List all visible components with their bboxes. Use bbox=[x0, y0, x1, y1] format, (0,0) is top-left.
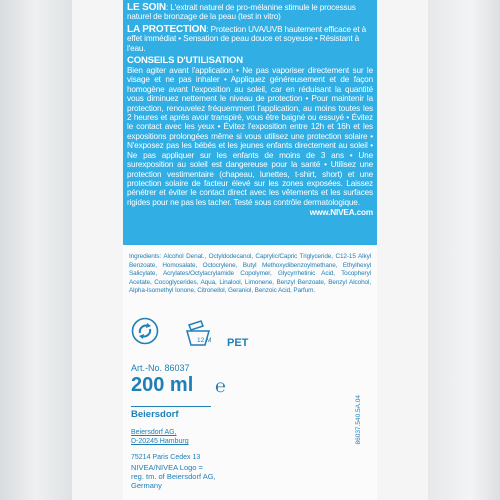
right-packaging-edge bbox=[428, 0, 500, 500]
address-line-1: Beiersdorf AG, bbox=[131, 429, 177, 436]
address-line-2: D-20245 Hamburg bbox=[131, 438, 189, 445]
brand-name: Beiersdorf bbox=[131, 409, 179, 420]
protection-title: LA PROTECTION bbox=[127, 23, 207, 35]
article-number: Art.-No. 86037 bbox=[131, 363, 190, 373]
soin-paragraph bbox=[127, 3, 373, 22]
soin-text: : L'extrait naturel de pro-mélanine stimule le processus naturel de bronzage de la peau (test in vitro) bbox=[127, 3, 356, 22]
white-info-panel bbox=[123, 245, 377, 500]
estimated-sign-icon: ℮ bbox=[215, 376, 226, 396]
ingredients-list: Ingredients: Alcohol Denat., Octyldodecanol, Caprylic/Capric Triglyceride, C12-15 Alkyl Benzoate, Homosalate, Octocrylene, Butyl Methoxydibenzoylmethane, Ethylhexyl Salicylate, Acrylates/Octylacrylamide Copolymer, Glycyrrhetinic Acid, Tocopheryl Acetate, Cocoglycerides, Aqua, Linalool, Limonene, Benzyl Benzoate, Benzyl Alcohol, Alpha-Isomethyl Ionone, Citronellol, Geraniol, Benzoic Acid, Parfum. bbox=[129, 253, 371, 295]
website-link[interactable]: www.NIVEA.com bbox=[309, 208, 373, 218]
soin-title: LE SOIN bbox=[127, 2, 166, 13]
pao-label: 12 M bbox=[197, 337, 212, 344]
address-block bbox=[131, 428, 189, 446]
batch-code: 86037.540.5A.04 bbox=[355, 395, 362, 445]
left-packaging-edge bbox=[0, 0, 72, 500]
notice-line-2: reg. tm. of Beiersdorf AG, bbox=[131, 472, 216, 481]
conseils-title: CONSEILS D'UTILISATION bbox=[127, 55, 243, 67]
product-label bbox=[123, 0, 377, 500]
address-line-3: 75214 Paris Cedex 13 bbox=[131, 454, 201, 461]
open-jar-icon bbox=[183, 317, 215, 349]
material-label: PET bbox=[227, 337, 249, 349]
protection-paragraph bbox=[127, 25, 373, 53]
notice-line-1: NIVEA/NIVEA Logo = bbox=[131, 463, 203, 472]
trademark-notice bbox=[131, 463, 216, 490]
volume: 200 ml bbox=[131, 374, 194, 396]
blue-info-panel bbox=[123, 0, 377, 245]
conseils-text: Bien agiter avant l'application • Ne pas vaporiser directement sur le visage et ne pas inhaler • Appliquez généreusement et de façon homogène avant l'exposition au soleil, car en réduisant la quantité vous diminuez nettement le niveau de protection • Pour maintenir la protection, renouvelez fréquemment l'application, au moins toutes les 2 heures et après avoir transpiré, vous être baigné ou essuyé • Évitez le contact avec les yeux • Évitez l'exposition entre 12h et 16h et les expositions prolongées même si vous utilisez une protection solaire • N'exposez pas les bébés et les jeunes enfants directement au soleil • Ne pas appliquer sur les enfants de moins de 3 ans • Une surexposition au soleil est dangereuse pour la santé • Utilisez une protection vestimentaire (chapeau, lunettes, t-shirt, short) et une protection solaire de facteur élevé sur les zones exposées. Laissez pénétrer et éviter le contact direct avec les vêtements et les surfaces rigides pour ne pas les tacher. Testé sous contrôle dermatologique. bbox=[127, 66, 373, 207]
recycle-icon bbox=[131, 317, 159, 345]
protection-text: : Protection UVA/UVB hautement efficace et à effet immédiat • Sensation de peau douce et soyeuse • Résistant à l'eau. bbox=[127, 24, 367, 53]
notice-line-3: Germany bbox=[131, 481, 162, 490]
packaging-symbols bbox=[131, 317, 251, 357]
divider bbox=[131, 406, 211, 407]
